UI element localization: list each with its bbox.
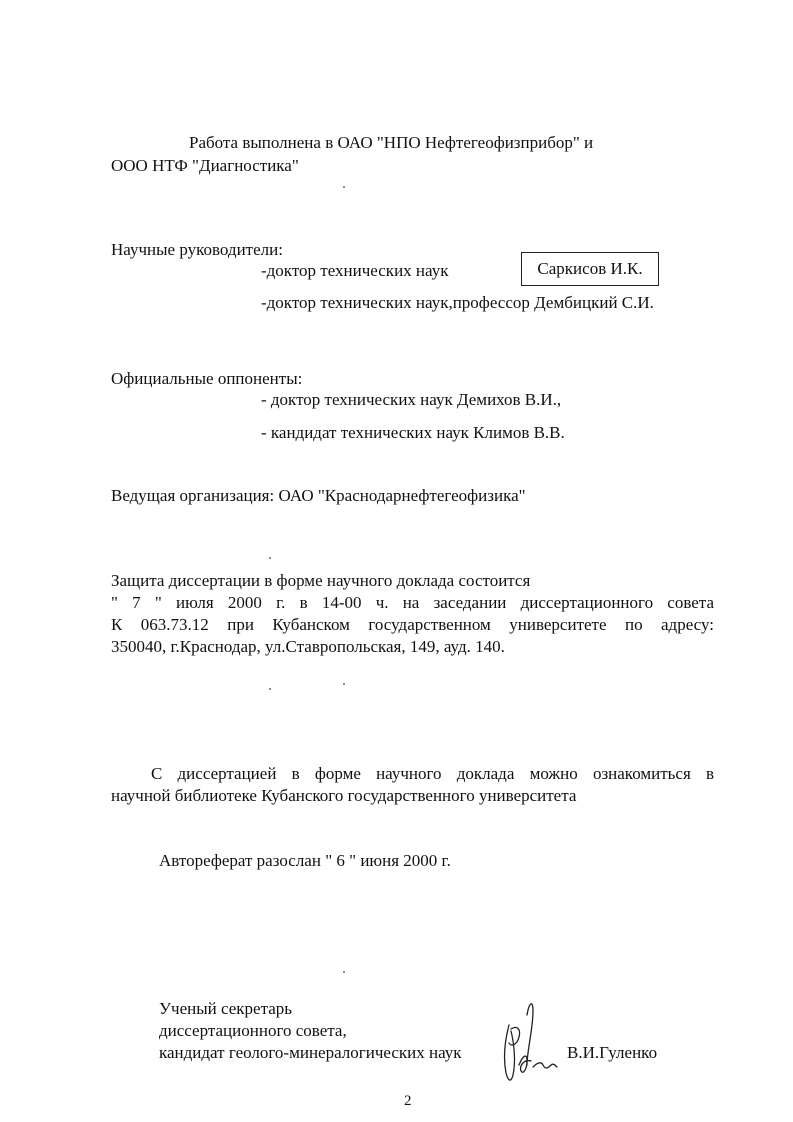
scan-speck xyxy=(269,688,271,690)
scan-speck xyxy=(343,971,345,973)
opponent-1: - доктор технических наук Демихов В.И., xyxy=(261,390,562,409)
defense-line-3: К 063.73.12 при Кубанском государственном университете по адресу: xyxy=(111,615,714,634)
defense-line-4: 350040, г.Краснодар, ул.Ставропольская, 149, ауд. 140. xyxy=(111,637,505,656)
abstract-sent: Автореферат разослан " 6 " июня 2000 г. xyxy=(159,851,451,870)
header-line-2: ООО НТФ "Диагностика" xyxy=(111,156,299,175)
lead-organization: Ведущая организация: ОАО "Краснодарнефтегеофизика" xyxy=(111,486,526,505)
library-line-2: научной библиотеке Кубанского государственного университета xyxy=(111,786,577,805)
defense-line-1: Защита диссертации в форме научного доклада состоится xyxy=(111,571,531,590)
secretary-name: В.И.Гуленко xyxy=(567,1043,658,1062)
defense-line-2: " 7 " июля 2000 г. в 14-00 ч. на заседании диссертационного совета xyxy=(111,593,714,612)
supervisor-2: -доктор технических наук,профессор Дембицкий С.И. xyxy=(261,293,654,312)
scan-speck xyxy=(269,557,271,559)
supervisor-1-name-box xyxy=(521,252,659,286)
opponent-2: - кандидат технических наук Климов В.В. xyxy=(261,423,565,442)
library-line-1: С диссертацией в форме научного доклада можно ознакомиться в xyxy=(151,764,714,783)
opponents-label: Официальные оппоненты: xyxy=(111,369,303,388)
supervisors-label: Научные руководители: xyxy=(111,240,283,259)
supervisor-1-title: -доктор технических наук xyxy=(261,261,449,280)
secretary-line-3: кандидат геолого-минералогических наук xyxy=(159,1043,462,1062)
scan-speck xyxy=(343,186,345,188)
header-line-1: Работа выполнена в ОАО "НПО Нефтегеофизприбор" и xyxy=(189,133,594,152)
secretary-line-1: Ученый секретарь xyxy=(159,999,293,1018)
page-number: 2 xyxy=(404,1093,412,1109)
supervisor-1-name: Саркисов И.К. xyxy=(537,259,643,278)
signature-image xyxy=(497,995,559,1091)
secretary-line-2: диссертационного совета, xyxy=(159,1021,347,1040)
scan-speck xyxy=(343,683,345,685)
